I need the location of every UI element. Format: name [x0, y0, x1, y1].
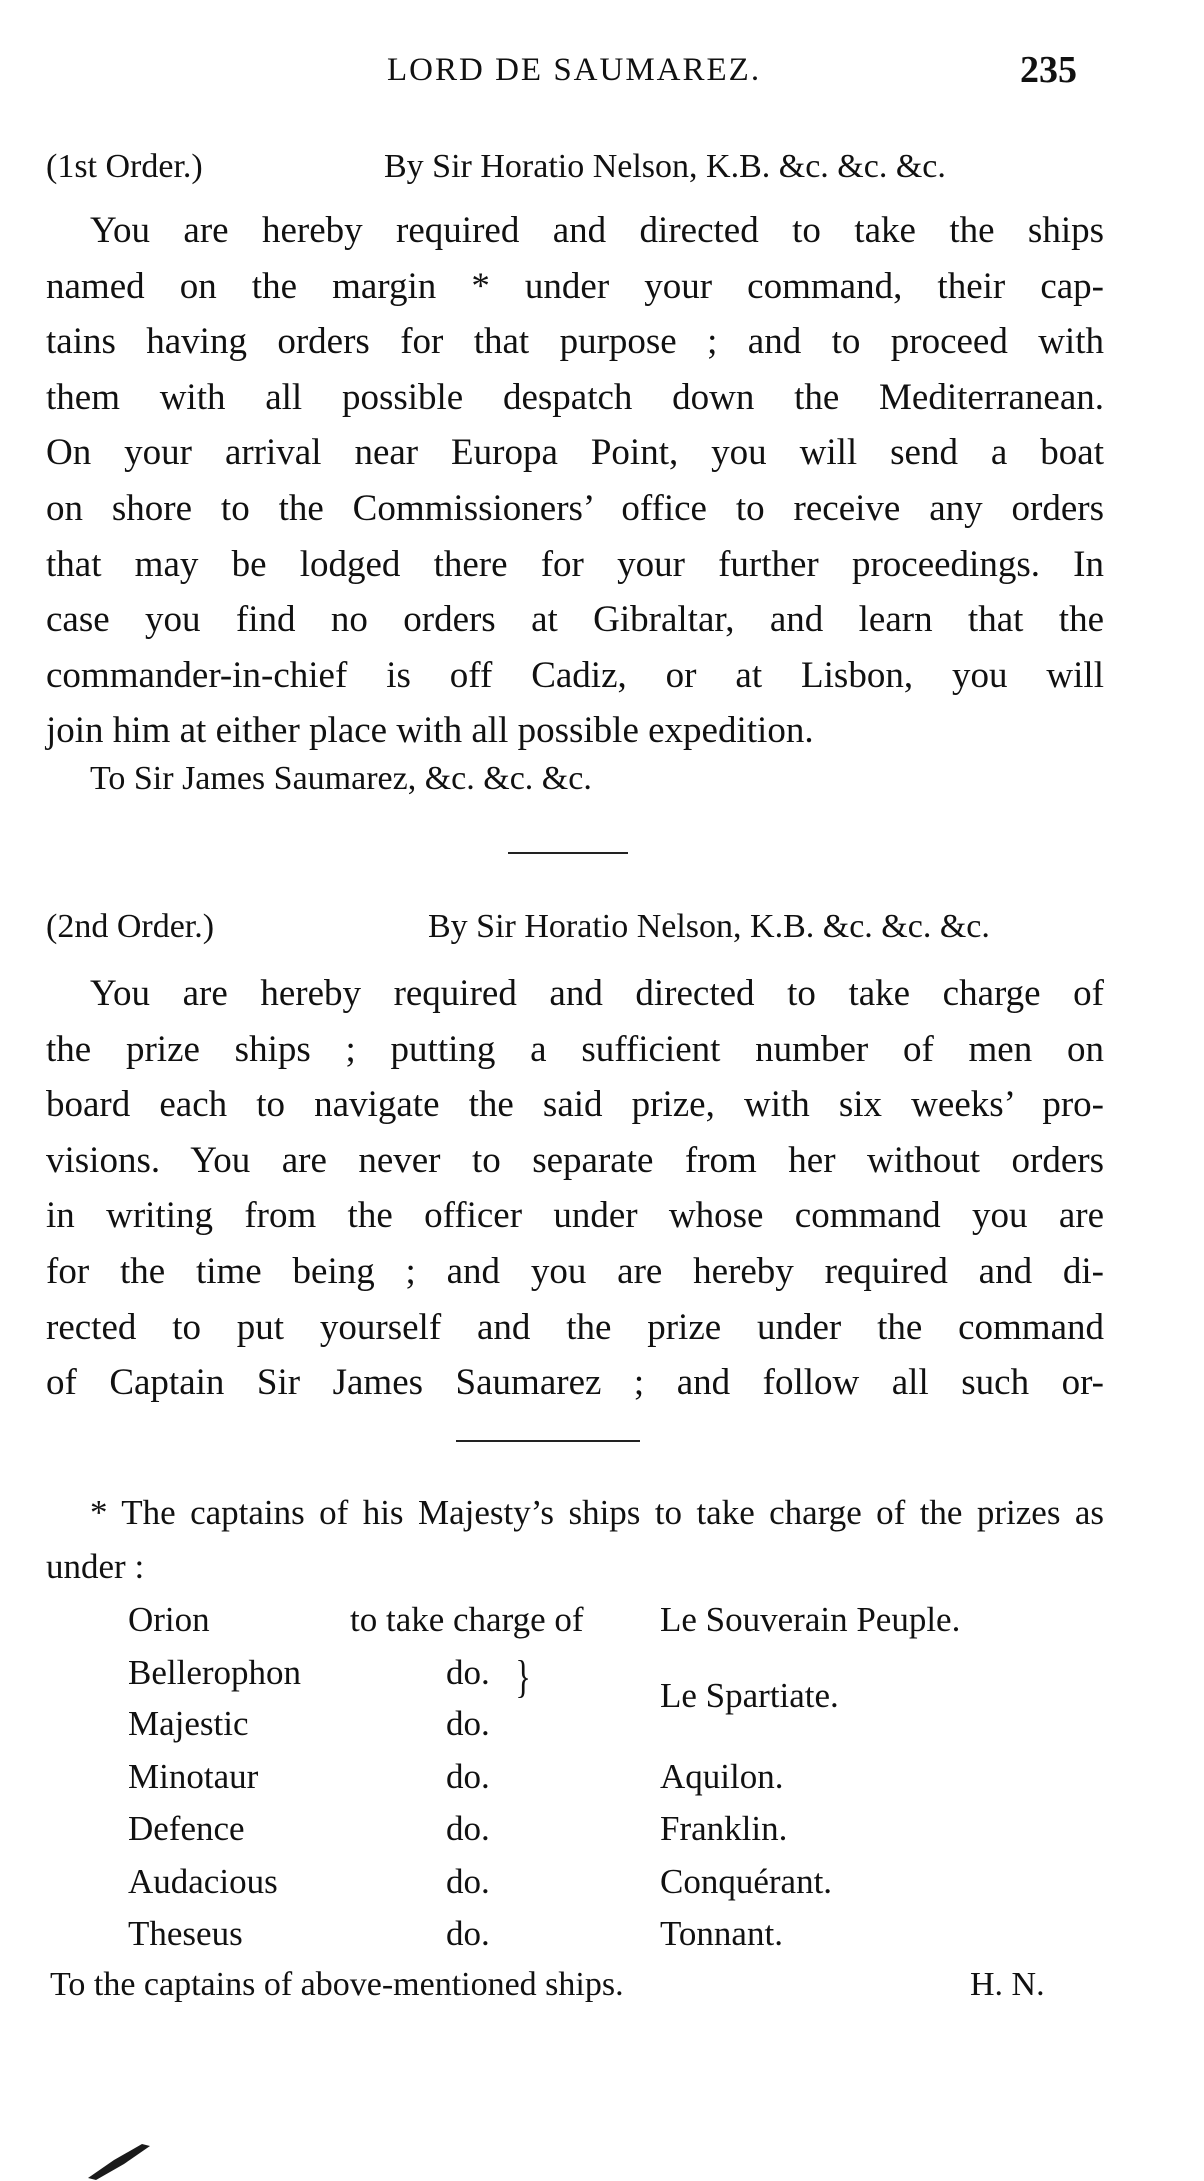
table-row-prize: Aquilon. [660, 1757, 784, 1796]
order2-line-2: the prize ships ; putting a sufficient number of men on [46, 1028, 1104, 1070]
order1-line-2: named on the margin * under your command, their cap- [46, 265, 1104, 307]
table-row-relation: to take charge of [350, 1600, 584, 1639]
order2-line-4: visions. You are never to separate from her without orders [46, 1139, 1104, 1181]
footnote-intro: * The captains of his Majesty’s ships to take charge of the prizes as under : [46, 1493, 1104, 1586]
table-row-ship: Minotaur [128, 1757, 259, 1796]
table-row-prize: Le Souverain Peuple. [660, 1600, 961, 1639]
order1-issuer: By Sir Horatio Nelson, K.B. &c. &c. &c. [384, 148, 946, 185]
table-row-relation: do. [446, 1704, 490, 1743]
order1-line-5: On your arrival near Europa Point, you will send a boat [46, 432, 1104, 474]
order2-issuer: By Sir Horatio Nelson, K.B. &c. &c. &c. [428, 908, 990, 945]
table-row-prize: Conquérant. [660, 1862, 833, 1901]
table-row-prize: Tonnant. [660, 1914, 783, 1953]
footnote-closing: To the captains of above-mentioned ships. [50, 1966, 624, 2003]
order2-line-3: board each to navigate the said prize, with six weeks’ pro- [46, 1084, 1104, 1126]
order2-line-1: You are hereby required and directed to take charge of [90, 973, 1104, 1014]
order2-line-5: in writing from the officer under whose command you are [46, 1195, 1104, 1237]
section-divider [508, 852, 628, 854]
brace-icon: } [515, 1651, 531, 1702]
order2-line-7: rected to put yourself and the prize under the command [46, 1306, 1104, 1348]
ink-smudge-icon [84, 2140, 164, 2180]
order1-label: (1st Order.) [46, 148, 203, 185]
order1-line-3: tains having orders for that purpose ; and to proceed with [46, 321, 1104, 363]
order1-line-8: case you find no orders at Gibraltar, and learn that the [46, 599, 1104, 641]
table-row-relation: do. [446, 1757, 490, 1796]
table-row-ship: Bellerophon [128, 1653, 302, 1692]
order2-line-6: for the time being ; and you are hereby required and di- [46, 1251, 1104, 1292]
order1-line-1: You are hereby required and directed to take the ships [90, 210, 1104, 251]
order2-line-8: of Captain Sir James Saumarez ; and follow all such or- [46, 1362, 1104, 1404]
table-row-prize: Franklin. [660, 1809, 788, 1848]
order1-addressee: To Sir James Saumarez, &c. &c. &c. [90, 760, 592, 797]
table-row-ship: Theseus [128, 1914, 243, 1953]
order1-line-4: them with all possible despatch down the Mediterranean. [46, 376, 1104, 418]
table-row-ship: Majestic [128, 1704, 249, 1743]
table-row-relation: do. [446, 1862, 490, 1901]
table-row-ship: Audacious [128, 1862, 278, 1901]
footnote-divider [456, 1440, 640, 1442]
table-row-prize: Le Spartiate. [660, 1676, 839, 1715]
table-row-ship: Defence [128, 1809, 245, 1848]
table-row-ship: Orion [128, 1600, 210, 1639]
running-header-title: LORD DE SAUMAREZ. [387, 52, 762, 88]
signature: H. N. [970, 1966, 1045, 2003]
order1-line-6: on shore to the Commissioners’ office to receive any orders [46, 488, 1104, 529]
page-number: 235 [1020, 49, 1077, 91]
table-row-relation: do. [446, 1809, 490, 1848]
table-row-relation: do. [446, 1914, 490, 1953]
order1-line-7: that may be lodged there for your further proceedings. In [46, 543, 1104, 585]
table-row-relation: do. [446, 1653, 490, 1692]
order2-label: (2nd Order.) [46, 908, 215, 945]
order1-line-10: join him at either place with all possible expedition. [46, 710, 814, 752]
order1-line-9: commander-in-chief is off Cadiz, or at Lisbon, you will [46, 654, 1104, 696]
